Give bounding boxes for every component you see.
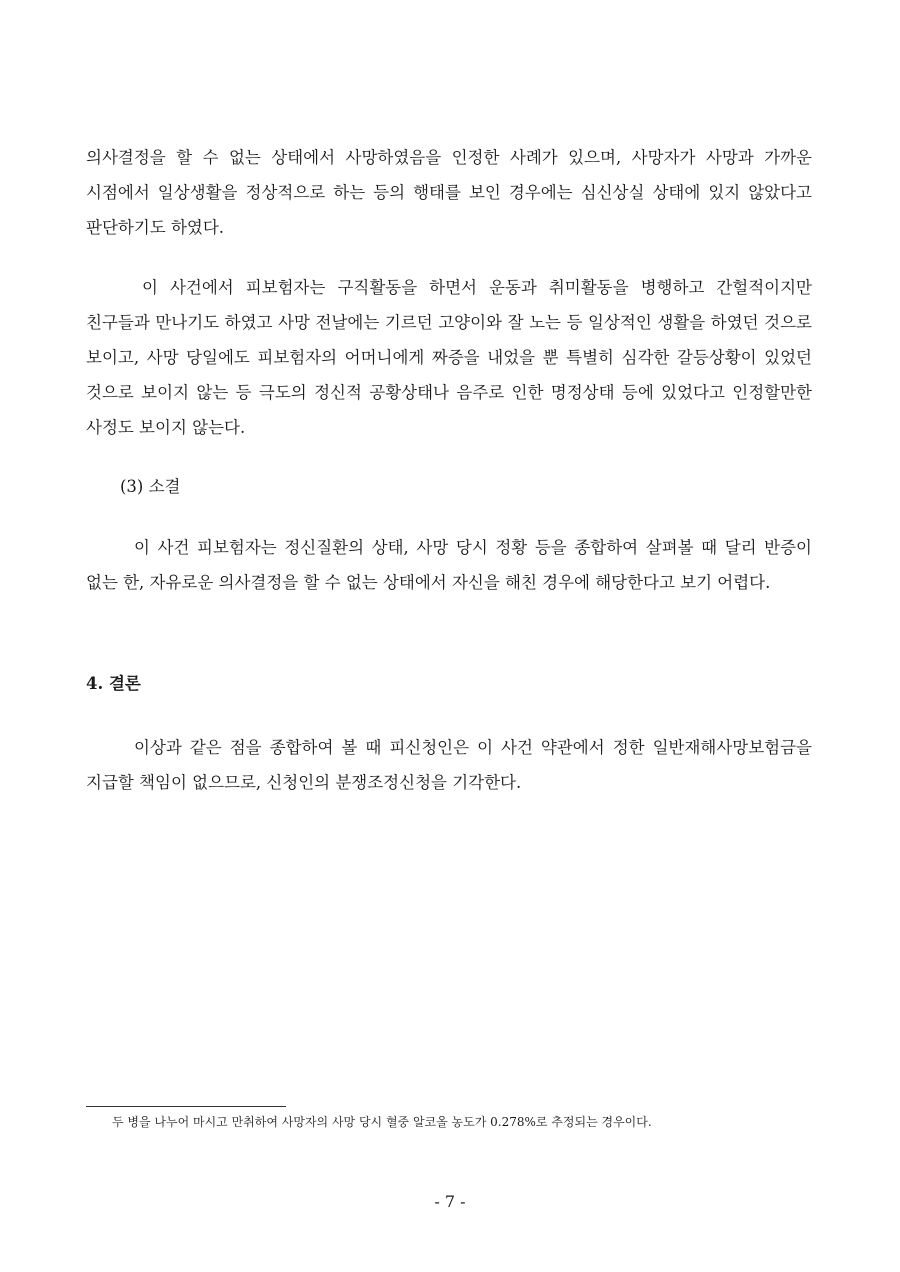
section-heading-conclusion: 4. 결론 — [86, 674, 141, 693]
paragraph-case-facts: 이 사건에서 피보험자는 구직활동을 하면서 운동과 취미활동을 병행하고 간헐적이지만 친구들과 만나기도 하였고 사망 전날에는 기르던 고양이와 잘 노는 등 일상적인 생활을 하였던 것으로 보이고, 사망 당일에도 피보험자의 어머니에게 짜증을 내었을 뿐 특별히 심각한 갈등상황이 있었던 것으로 보이지 않는 등 극도의 정신적 공황상태나 음주로 인한 명정상태 등에 있었다고 인정할만한 사정도 보이지 않는다. — [86, 278, 812, 437]
footnote-text: 두 병을 나누어 마시고 만취하여 사망자의 사망 당시 혈중 알코올 농도가 0.278%로 추정되는 경우이다. — [112, 1115, 652, 1129]
page-number: - 7 - — [434, 1192, 466, 1211]
paragraph-continuation: 의사결정을 할 수 없는 상태에서 사망하였음을 인정한 사례가 있으며, 사망자가 사망과 가까운 시점에서 일상생활을 정상적으로 하는 등의 행태를 보인 경우에는 심신상실 상태에 있지 않았다고 판단하기도 하였다. — [86, 148, 812, 237]
paragraph-conclusion: 이상과 같은 점을 종합하여 볼 때 피신청인은 이 사건 약관에서 정한 일반재해사망보험금을 지급할 책임이 없으므로, 신청인의 분쟁조정신청을 기각한다. — [86, 738, 812, 792]
subsection-heading: (3) 소결 — [120, 477, 181, 496]
paragraph-summary: 이 사건 피보험자는 정신질환의 상태, 사망 당시 정황 등을 종합하여 살펴볼 때 달리 반증이 없는 한, 자유로운 의사결정을 할 수 없는 상태에서 자신을 해친 경우에 해당한다고 보기 어렵다. — [86, 538, 812, 592]
footnote-divider — [86, 1106, 286, 1107]
